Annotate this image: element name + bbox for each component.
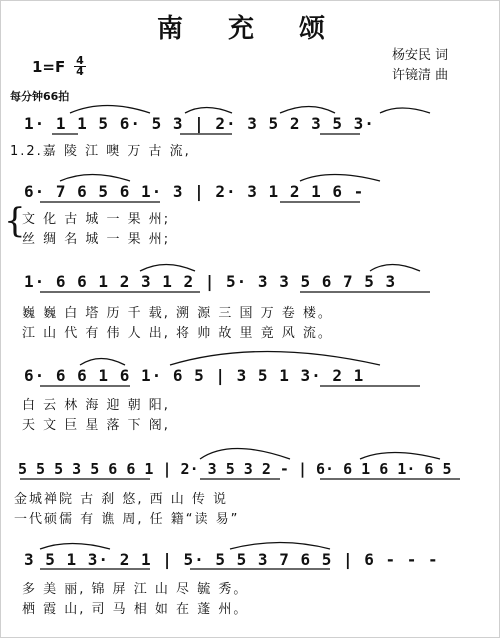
notation-row-4: 6· 6 6 1 6 1· 6 5 | 3 5 1 3· 2 1	[24, 366, 365, 385]
notation-row-5: 5 5 5 3 5 6 6 1 | 2· 3 5 3 2 - | 6· 6 1 6 1· 6 5	[18, 460, 452, 478]
song-title: 南 充 颂	[156, 14, 344, 44]
notation-row-1: 1· 1 1 5 6· 5 3 | 2· 3 5 2 3 5 3·	[24, 114, 375, 133]
lyric-row-6-verse-2: 栖 霞 山, 司 马 相 如 在 蓬 州。	[22, 602, 249, 617]
lyric-row-4-verse-2: 天 文 巨 星 落 下 阁,	[22, 418, 170, 433]
tempo-marking: 每分钟66拍	[10, 90, 70, 103]
lyric-row-4-verse-1: 白 云 林 海 迎 朝 阳,	[22, 398, 170, 413]
lyric-row-5-verse-2: 一代硕儒 有 谯 周, 任 籍“读 易”	[14, 512, 240, 527]
lyric-row-3-verse-1: 巍 巍 白 塔 历 千 载, 溯 源 三 国 万 卷 楼。	[22, 306, 333, 321]
time-signature-bottom: 4	[76, 65, 84, 78]
lyric-row-3-verse-2: 江 山 代 有 伟 人 出, 将 帅 故 里 竟 风 流。	[22, 326, 333, 341]
time-signature	[74, 56, 86, 77]
lyric-row-1: 1.2.嘉 陵 江 噢 万 古 流,	[10, 144, 191, 159]
lyric-row-2-verse-2: 丝 绸 名 城 一 果 州;	[22, 232, 171, 247]
lyric-row-2-verse-1: 文 化 古 城 一 果 州;	[22, 212, 171, 227]
lyric-row-6-verse-1: 多 美 丽, 锦 屏 江 山 尽 毓 秀。	[22, 582, 249, 597]
time-signature-top: 4	[76, 54, 84, 67]
notation-row-6: 3 5 1 3· 2 1 | 5· 5 5 3 7 6 5 | 6 - - -	[24, 550, 439, 569]
lyric-row-5-verse-1: 金城禅院 古 刹 悠, 西 山 传 说	[14, 492, 229, 507]
notation-row-3: 1· 6 6 1 2 3 1 2 | 5· 3 3 5 6 7 5 3	[24, 272, 397, 291]
composer-credit: 许镜清 曲	[392, 68, 449, 83]
lyricist-credit: 杨安民 词	[392, 48, 449, 63]
notation-row-2: 6· 7 6 5 6 1· 3 | 2· 3 1 2 1 6 -	[24, 182, 365, 201]
verse-brace: {	[4, 201, 26, 241]
key-signature: 1=F	[32, 58, 66, 76]
